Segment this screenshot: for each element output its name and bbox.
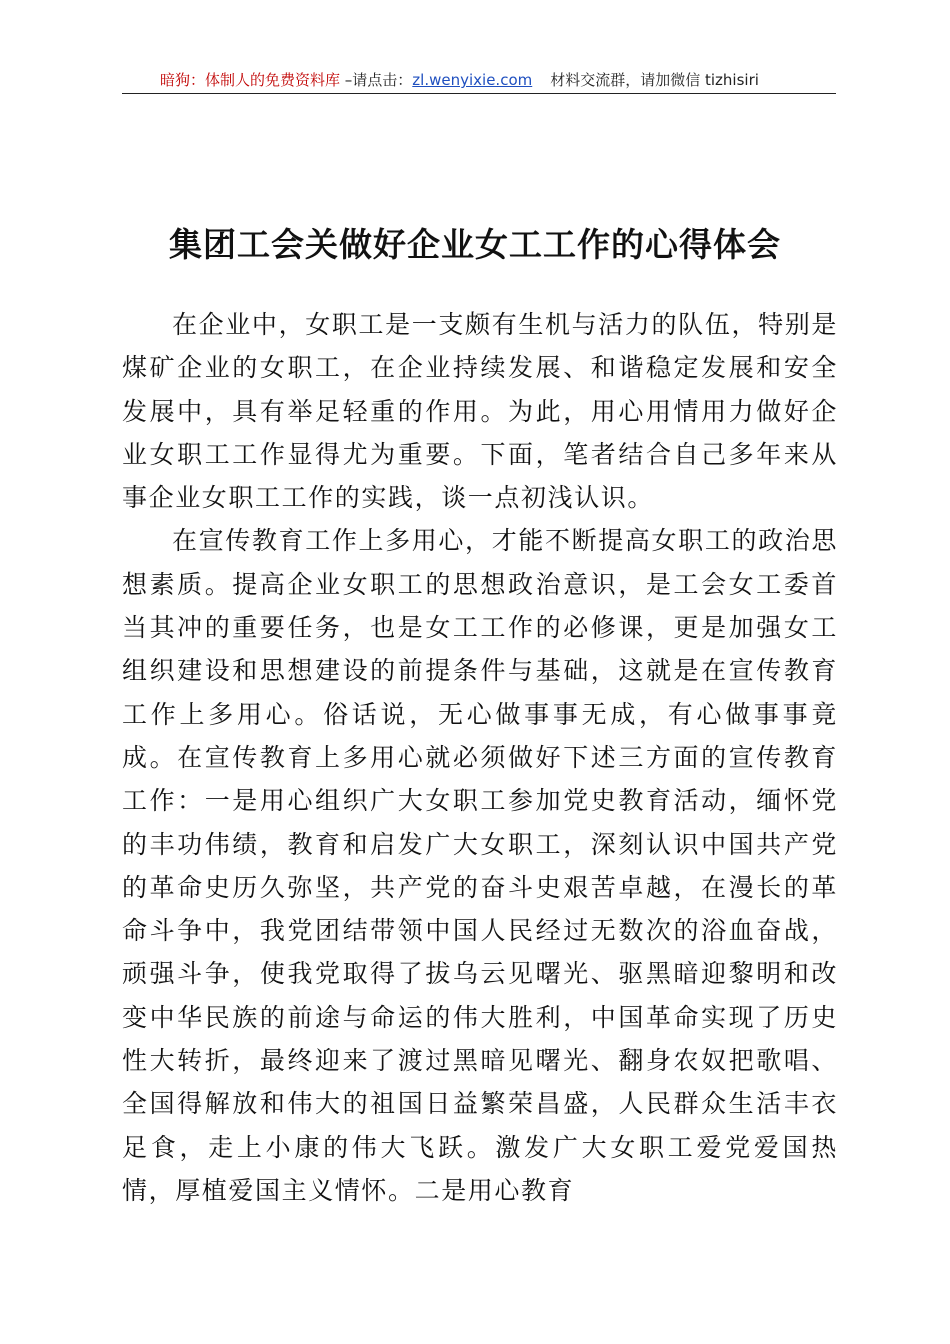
header-brand-text: 暗狗：体制人的免费资料库 — [160, 71, 341, 89]
document-title: 集团工会关做好企业女工工作的心得体会 — [169, 225, 781, 264]
page-header — [160, 70, 759, 90]
paragraph: 在宣传教育工作上多用心，才能不断提高女职工的政治思想素质。提高企业女职工的思想政治意识，是工会女工委首当其冲的重要任务，也是女工工作的必修课，更是加强女工组织建设和思想建设的前提条件与基础，这就是在宣传教育工作上多用心。俗话说，无心做事事无成，有心做事事竟成。在宣传教育上多用心就必须做好下述三方面的宣传教育工作：一是用心组织广大女职工参加党史教育活动，缅怀党的丰功伟绩，教育和启发广大女职工，深刻认识中国共产党的革命史历久弥坚，共产党的奋斗史艰苦卓越，在漫长的革命斗争中，我党团结带领中国人民经过无数次的浴血奋战，顽强斗争，使我党取得了拔乌云见曙光、驱黑暗迎黎明和改变中华民族的前途与命运的伟大胜利，中国革命实现了历史性大转折，最终迎来了渡过黑暗见曙光、翻身农奴把歌唱、全国得解放和伟大的祖国日益繁荣昌盛，人民群众生活丰衣足食，走上小康的伟大飞跃。激发广大女职工爱党爱国热情，厚植爱国主义情怀。二是用心教育 — [122, 526, 838, 1205]
header-prompt-text: –请点击： — [340, 71, 413, 89]
paragraph: 在企业中，女职工是一支颇有生机与活力的队伍，特别是煤矿企业的女职工，在企业持续发展、和谐稳定发展和安全发展中，具有举足轻重的作用。为此，用心用情用力做好企业女职工工作显得尤为重要。下面，笔者结合自己多年来从事企业女职工工作的实践，谈一点初浅认识。 — [122, 310, 838, 513]
document-body — [122, 303, 838, 1212]
header-contact-text: 材料交流群，请加微信 tizhisiri — [550, 71, 759, 89]
header-divider — [122, 93, 836, 94]
header-link[interactable]: zl.wenyixie.com — [412, 71, 533, 89]
